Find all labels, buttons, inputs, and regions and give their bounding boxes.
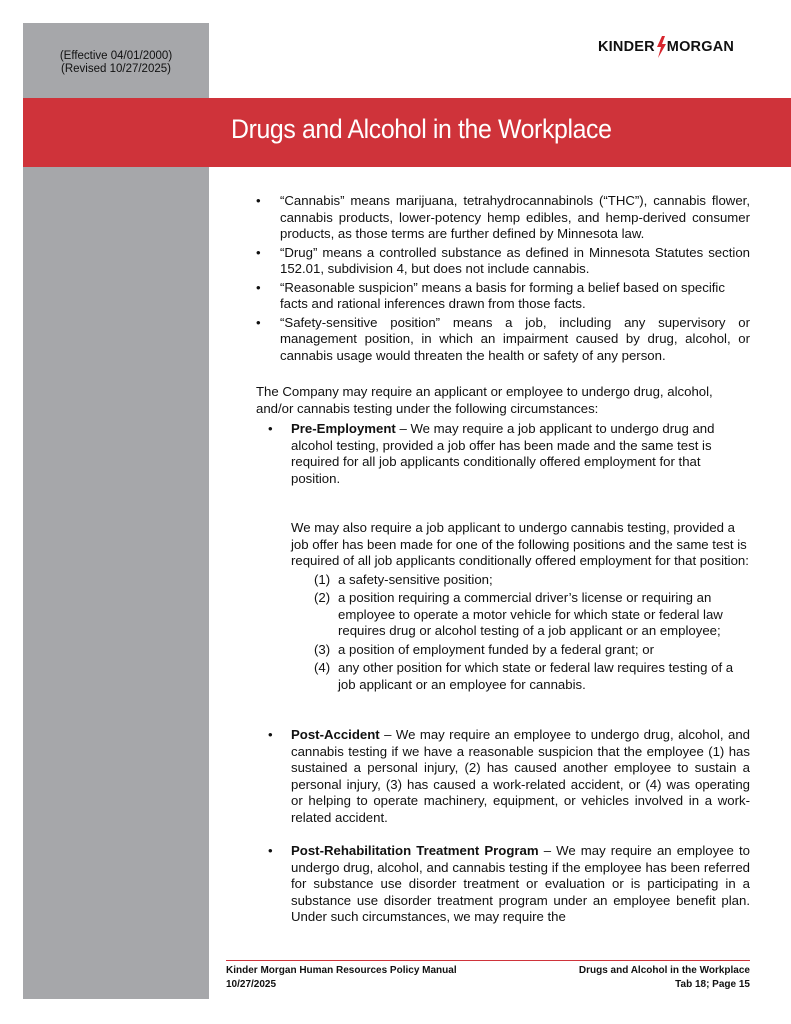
bullet-icon: • [256,279,261,295]
footer-date: 10/27/2025 [226,979,277,990]
page-title: Drugs and Alcohol in the Workplace [231,114,612,144]
policy-content [256,193,750,926]
cannabis-testing-paragraph: We may also require a job applicant to undergo cannabis testing, provided a job offer has been made for one of the following positions and the same test is required of all job applicants conditionally offered employment for that position: [291,520,749,568]
circumstance-heading: Pre-Employment [291,421,396,436]
logo-text-left: KINDER [598,39,655,55]
definition-item: • “Cannabis” means marijuana, tetrahydrocannabinols (“THC”), cannabis flower, cannabis products, lower-potency hemp edibles, and hemp-derived consumer products, as those terms are further defined by Minnesota law. [256,193,750,241]
position-item: (2) a position requiring a commercial driver’s license or requiring an employee to operate a motor vehicle for which state or federal law requires drug or alcohol testing of a job applicant or an employee; [314,590,723,638]
definitions-list [256,193,750,364]
footer-page-number: Tab 18; Page 15 [675,979,750,990]
circumstance-pre-employment: • Pre-Employment – We may require a job applicant to undergo drug and alcohol testing, provided a job offer has been made and the same test is required for all job applicants conditionally offered employment for that position. We may also require a job applicant to undergo cannabis testing, provided a job offer has been made for one of the following positions and the same test is required of all job applicants conditionally offered employment for that position: (1) a safety-sensitive position; (2) a position requiring a commercial driver’s license or requiring an employee to operate a motor vehicle for which state or federal law requires drug or alcohol testing of a job applicant or an employee; (3) a position of employment funded by a federal grant; or (4) any other position for which state or federal law requires testing of a job applicant or an employee for cannabis. [268,421,749,692]
position-item: (3) a position of employment funded by a federal grant; or [314,641,654,657]
left-sidebar-band [23,23,209,999]
footer-divider [226,960,750,961]
bullet-icon: • [268,843,273,858]
logo-text-right: MORGAN [666,39,735,55]
circumstance-heading: Post-Accident [291,727,380,742]
bullet-icon: • [256,314,261,330]
position-item: (4) any other position for which state or federal law requires testing of a job applicant or an employee for cannabis. [314,660,734,692]
company-logo [598,36,734,58]
circumstance-post-accident: • Post-Accident – We may require an employee to undergo drug, alcohol, and cannabis testing if we have a reasonable suspicion that the employee (1) has sustained a personal injury, (2) has caused another employee to sustain a personal injury, (3) has caused a work-related accident, or (4) was operating or helping to operate machinery, equipment, or vehicles involved in a work-related accident. [268,727,750,825]
lightning-bolt-icon [655,36,667,58]
position-list [291,572,750,694]
definition-item: • “Reasonable suspicion” means a basis for forming a belief based on specific facts and rational inferences drawn from those facts. [256,279,725,311]
bullet-icon: • [268,727,273,742]
revised-date: (Revised 10/27/2025) [61,63,171,75]
footer-section-title: Drugs and Alcohol in the Workplace [578,965,750,976]
bullet-icon: • [268,421,273,436]
intro-paragraph: The Company may require an applicant or employee to undergo drug, alcohol, and/or cannabis testing under the following circumstances: [256,384,713,416]
circumstances-list [256,421,750,926]
position-item: (1) a safety-sensitive position; [314,571,493,587]
policy-dates [23,50,209,76]
circumstance-heading: Post-Rehabilitation Treatment Program [291,843,539,858]
footer-manual-title: Kinder Morgan Human Resources Policy Manual [226,965,457,976]
circumstance-post-rehabilitation: • Post-Rehabilitation Treatment Program – We may require an employee to undergo drug, alcohol, and cannabis testing if the employee has been referred for substance use disorder treatment or evaluation or is participating in a substance use disorder treatment program under an employee benefit plan. Under such circumstances, we may require the [268,843,750,924]
bullet-icon: • [256,193,261,208]
effective-date: (Effective 04/01/2000) [59,50,173,62]
definition-item: • “Safety-sensitive position” means a job, including any supervisory or management position, in which an impairment caused by drug, alcohol, or cannabis usage would threaten the health or safety of any person. [256,314,750,363]
definition-item: • “Drug” means a controlled substance as defined in Minnesota Statutes section 152.01, subdivision 4, but does not include cannabis. [256,244,750,276]
page-footer [226,964,750,992]
bullet-icon: • [256,244,261,260]
